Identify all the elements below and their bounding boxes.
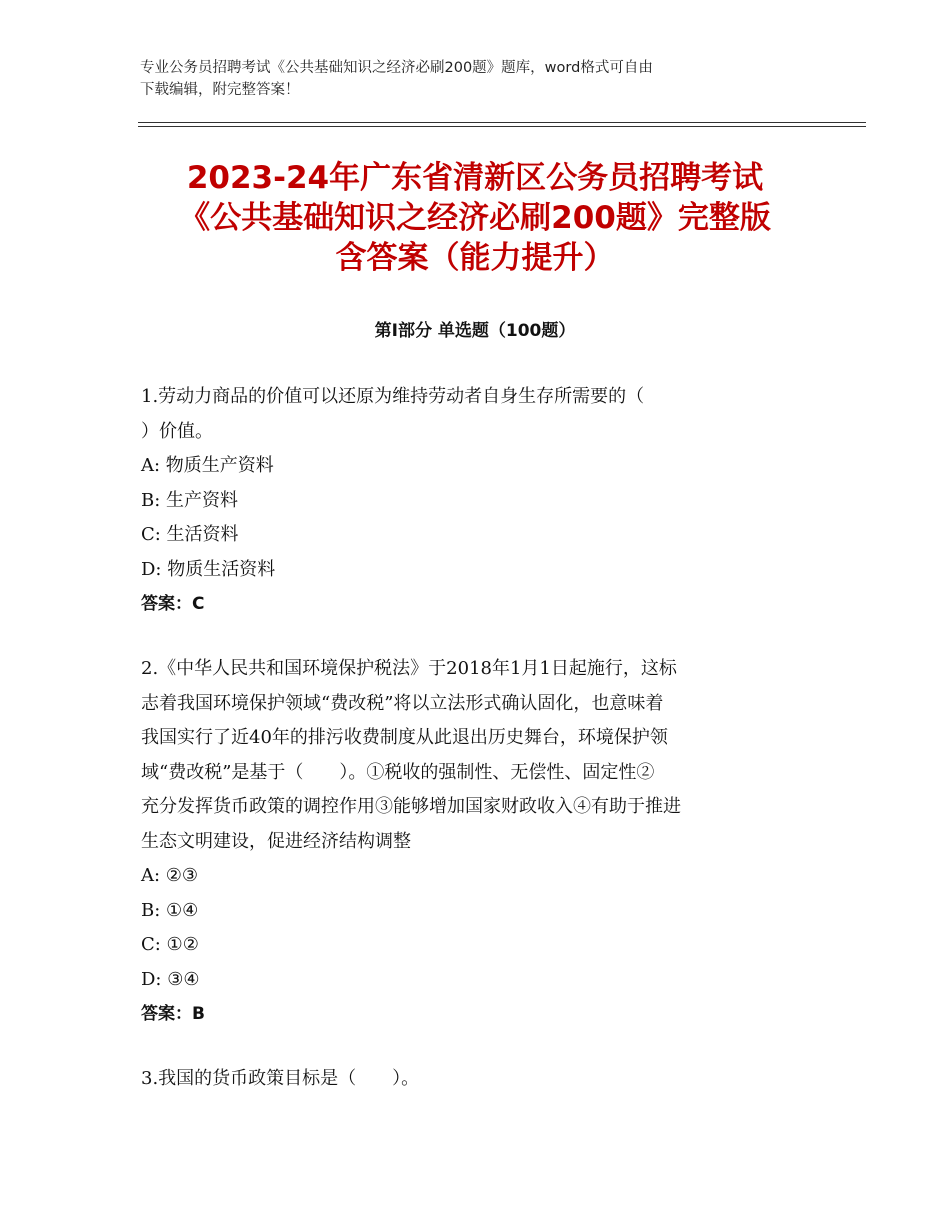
question-text-line: 1.劳动力商品的价值可以还原为维持劳动者自身生存所需要的（ (141, 386, 645, 407)
section-heading: 第Ⅰ部分 单选题（100题） (374, 321, 576, 341)
question-1 (141, 380, 806, 622)
option-d: D: 物质生活资料 (141, 558, 276, 580)
question-text-line: ）价值。 (141, 420, 213, 442)
question-text-line: 我国实行了近40年的排污收费制度从此退出历史舞台，环境保护领 (141, 727, 668, 748)
question-text-line: 2.《中华人民共和国环境保护税法》于2018年1月1日起施行，这标 (141, 658, 677, 679)
question-text-line: 生态文明建设，促进经济结构调整 (141, 830, 411, 852)
title-line-1: 2023-24年广东省清新区公务员招聘考试 (186, 160, 764, 196)
option-a: A: 物质生产资料 (141, 455, 274, 476)
question-text-line: 域“费改税”是基于（ ）。①税收的强制性、无偿性、固定性② (141, 761, 655, 783)
question-2 (141, 652, 806, 1032)
title-line-2: 《公共基础知识之经济必刷200题》完整版 (179, 200, 771, 236)
option-c: C: 生活资料 (141, 524, 239, 545)
document-title (140, 158, 810, 278)
header-divider-top (138, 122, 866, 123)
title-line-3: 含答案（能力提升） (335, 240, 615, 276)
question-text-line: 3.我国的货币政策目标是（ ）。 (141, 1068, 420, 1089)
question-text-line: 志着我国环境保护领域“费改税”将以立法形式确认固化，也意味着 (141, 692, 664, 714)
header-note-line-2: 下载编辑，附完整答案！ (140, 82, 300, 98)
header-note (140, 57, 805, 101)
header-divider-bottom (138, 126, 866, 127)
answer: 答案：B (141, 1004, 205, 1024)
option-c: C: ①② (141, 934, 199, 955)
answer: 答案：C (141, 594, 205, 614)
option-b: B: ①④ (141, 899, 199, 921)
option-a: A: ②③ (141, 865, 199, 886)
option-d: D: ③④ (141, 968, 200, 990)
question-3 (141, 1062, 806, 1097)
header-note-line-1: 专业公务员招聘考试《公共基础知识之经济必刷200题》题库，word格式可自由 (140, 60, 653, 76)
question-text-line: 充分发挥货币政策的调控作用③能够增加国家财政收入④有助于推进 (141, 796, 681, 817)
option-b: B: 生产资料 (141, 489, 239, 511)
